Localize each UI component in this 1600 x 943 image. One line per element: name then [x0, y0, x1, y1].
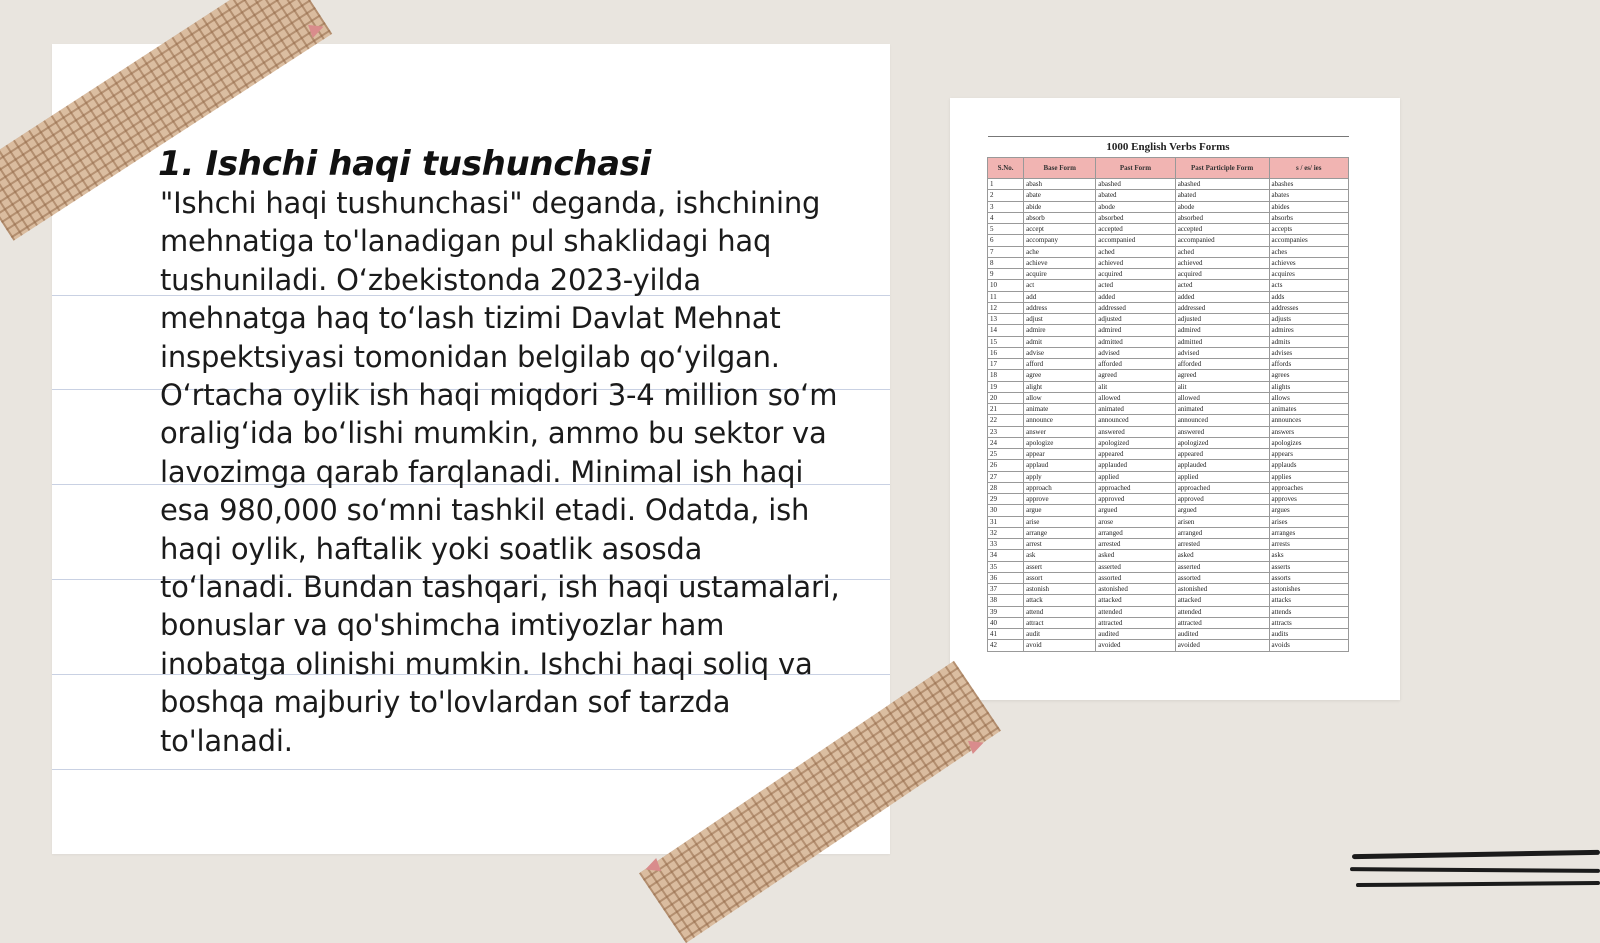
verbs-table-image: [950, 98, 1400, 700]
verbs-table-cell: agreed: [1175, 370, 1269, 381]
verbs-table: [987, 136, 1349, 652]
verbs-table-cell: 28: [988, 482, 1024, 493]
verbs-table-cell: aches: [1269, 246, 1348, 257]
verbs-table-cell: audit: [1024, 629, 1096, 640]
verbs-table-row: [988, 336, 1349, 347]
verbs-table-row: [988, 460, 1349, 471]
verbs-table-row: [988, 426, 1349, 437]
verbs-table-cell: 35: [988, 561, 1024, 572]
verbs-table-cell: animated: [1175, 404, 1269, 415]
verbs-table-cell: allow: [1024, 392, 1096, 403]
verbs-table-cell: arrested: [1096, 539, 1175, 550]
verbs-table-cell: argues: [1269, 505, 1348, 516]
verbs-table-cell: arisen: [1175, 516, 1269, 527]
verbs-table-cell: 39: [988, 606, 1024, 617]
verbs-table-row: [988, 246, 1349, 257]
verbs-table-cell: astonish: [1024, 584, 1096, 595]
verbs-table-cell: abate: [1024, 190, 1096, 201]
verbs-table-row: [988, 539, 1349, 550]
slide-body-text: "Ishchi haqi tushunchasi" deganda, ishchining mehnatiga to'lanadigan pul shaklidagi haq tushuniladi. O‘zbekistonda 2023-yilda mehnatga haq to‘lash tizimi Davlat Mehnat inspektsiyasi tomonidan belgilab qo‘yilgan. O‘rtacha oylik ish haqi miqdori 3-4 million so‘m oralig‘ida bo‘lishi mumkin, ammo bu sektor va lavozimga qarab farqlanadi. Minimal ish haqi esa 980,000 so‘mni tashkil etadi. Odatda, ish haqi oylik, haftalik yoki soatlik asosda to‘lanadi. Bundan tashqari, ish haqi ustamalari, bonuslar va qo'shimcha imtiyozlar ham inobatga olinishi mumkin. Ishchi haqi soliq va boshqa majburiy to'lovlardan sof tarzda to'lanadi.: [160, 186, 840, 758]
verbs-table-cell: assorted: [1175, 572, 1269, 583]
verbs-table-cell: allowed: [1096, 392, 1175, 403]
verbs-table-cell: applauded: [1175, 460, 1269, 471]
verbs-table-cell: 18: [988, 370, 1024, 381]
verbs-table-row: [988, 201, 1349, 212]
verbs-table-cell: 4: [988, 212, 1024, 223]
verbs-table-cell: alit: [1175, 381, 1269, 392]
verbs-table-cell: 20: [988, 392, 1024, 403]
verbs-table-cell: adjust: [1024, 314, 1096, 325]
verbs-table-cell: assorted: [1096, 572, 1175, 583]
verbs-table-row: [988, 606, 1349, 617]
verbs-table-row: [988, 314, 1349, 325]
verbs-table-cell: 3: [988, 201, 1024, 212]
verbs-table-cell: argue: [1024, 505, 1096, 516]
verbs-table-cell: 42: [988, 640, 1024, 651]
verbs-table-cell: affords: [1269, 359, 1348, 370]
paper-rule-line: [52, 769, 890, 770]
verbs-table-cell: accompany: [1024, 235, 1096, 246]
verbs-table-cell: audits: [1269, 629, 1348, 640]
verbs-table-row: [988, 235, 1349, 246]
verbs-table-cell: approach: [1024, 482, 1096, 493]
verbs-table-cell: admires: [1269, 325, 1348, 336]
verbs-table-cell: accompanies: [1269, 235, 1348, 246]
verbs-table-cell: announced: [1096, 415, 1175, 426]
verbs-table-cell: avoids: [1269, 640, 1348, 651]
verbs-table-row: [988, 415, 1349, 426]
slide-title: 1. Ishchi haqi tushunchasi: [158, 144, 652, 184]
verbs-table-cell: appear: [1024, 449, 1096, 460]
verbs-table-cell: 26: [988, 460, 1024, 471]
verbs-table-cell: assort: [1024, 572, 1096, 583]
verbs-table-row: [988, 640, 1349, 651]
verbs-table-cell: asserts: [1269, 561, 1348, 572]
verbs-table-row: [988, 302, 1349, 313]
verbs-table-cell: audited: [1096, 629, 1175, 640]
verbs-table-cell: attack: [1024, 595, 1096, 606]
verbs-table-cell: approved: [1096, 494, 1175, 505]
verbs-table-cell: answered: [1175, 426, 1269, 437]
verbs-table-cell: applaud: [1024, 460, 1096, 471]
verbs-table-cell: applauded: [1096, 460, 1175, 471]
verbs-table-cell: arrest: [1024, 539, 1096, 550]
verbs-table-cell: 15: [988, 336, 1024, 347]
brush-stroke-decoration: [1352, 850, 1600, 859]
verbs-table-cell: arrests: [1269, 539, 1348, 550]
verbs-table-cell: attacked: [1175, 595, 1269, 606]
verbs-table-cell: arrested: [1175, 539, 1269, 550]
verbs-table-cell: absorbed: [1175, 212, 1269, 223]
verbs-table-cell: announced: [1175, 415, 1269, 426]
verbs-table-cell: abates: [1269, 190, 1348, 201]
verbs-table-cell: 21: [988, 404, 1024, 415]
verbs-table-cell: afforded: [1175, 359, 1269, 370]
verbs-table-cell: animates: [1269, 404, 1348, 415]
verbs-table-cell: achieved: [1096, 257, 1175, 268]
verbs-table-cell: avoided: [1096, 640, 1175, 651]
verbs-table-cell: afforded: [1096, 359, 1175, 370]
verbs-table-row: [988, 392, 1349, 403]
verbs-table-cell: abashes: [1269, 179, 1348, 190]
verbs-table-cell: assert: [1024, 561, 1096, 572]
verbs-table-cell: achieves: [1269, 257, 1348, 268]
verbs-table-cell: abides: [1269, 201, 1348, 212]
verbs-table-cell: arranged: [1175, 527, 1269, 538]
verbs-table-cell: apply: [1024, 471, 1096, 482]
verbs-table-cell: addressed: [1096, 302, 1175, 313]
verbs-table-row: [988, 347, 1349, 358]
verbs-table-cell: astonished: [1175, 584, 1269, 595]
verbs-table-row: [988, 359, 1349, 370]
verbs-table-row: [988, 572, 1349, 583]
verbs-table-cell: adjusted: [1096, 314, 1175, 325]
verbs-table-cell: 5: [988, 224, 1024, 235]
text-card: [52, 44, 890, 854]
verbs-table-cell: asked: [1096, 550, 1175, 561]
verbs-table-cell: apologizes: [1269, 437, 1348, 448]
verbs-table-row: [988, 280, 1349, 291]
verbs-table-cell: allows: [1269, 392, 1348, 403]
verbs-table-row: [988, 325, 1349, 336]
verbs-table-cell: asks: [1269, 550, 1348, 561]
verbs-table-cell: apologized: [1096, 437, 1175, 448]
verbs-table-cell: 37: [988, 584, 1024, 595]
verbs-table-cell: abide: [1024, 201, 1096, 212]
verbs-table-cell: adjusts: [1269, 314, 1348, 325]
verbs-table-cell: attended: [1175, 606, 1269, 617]
verbs-table-cell: ached: [1175, 246, 1269, 257]
verbs-table-cell: attract: [1024, 617, 1096, 628]
verbs-table-cell: argued: [1175, 505, 1269, 516]
verbs-table-cell: advise: [1024, 347, 1096, 358]
verbs-table-cell: acquired: [1096, 269, 1175, 280]
verbs-table-cell: attracted: [1096, 617, 1175, 628]
verbs-table-cell: appears: [1269, 449, 1348, 460]
verbs-table-cell: 13: [988, 314, 1024, 325]
verbs-table-cell: abated: [1175, 190, 1269, 201]
verbs-table-cell: accepts: [1269, 224, 1348, 235]
verbs-table-cell: announce: [1024, 415, 1096, 426]
verbs-table-row: [988, 595, 1349, 606]
verbs-table-cell: approves: [1269, 494, 1348, 505]
verbs-table-cell: 29: [988, 494, 1024, 505]
verbs-table-cell: advised: [1175, 347, 1269, 358]
verbs-table-cell: attacks: [1269, 595, 1348, 606]
verbs-table-row: [988, 561, 1349, 572]
verbs-table-row: [988, 179, 1349, 190]
verbs-table-cell: act: [1024, 280, 1096, 291]
verbs-table-cell: agrees: [1269, 370, 1348, 381]
verbs-table-body: [988, 179, 1349, 652]
verbs-table-cell: alight: [1024, 381, 1096, 392]
verbs-table-cell: 8: [988, 257, 1024, 268]
verbs-table-cell: argued: [1096, 505, 1175, 516]
verbs-table-cell: 22: [988, 415, 1024, 426]
verbs-table-cell: assorts: [1269, 572, 1348, 583]
verbs-table-cell: arranges: [1269, 527, 1348, 538]
verbs-table-cell: accompanied: [1175, 235, 1269, 246]
verbs-table-row: [988, 449, 1349, 460]
verbs-table-cell: alit: [1096, 381, 1175, 392]
verbs-table-cell: animate: [1024, 404, 1096, 415]
verbs-table-cell: applied: [1175, 471, 1269, 482]
verbs-table-cell: 25: [988, 449, 1024, 460]
verbs-table-cell: asserted: [1175, 561, 1269, 572]
verbs-table-header-row: [988, 158, 1349, 179]
verbs-table-cell: attacked: [1096, 595, 1175, 606]
verbs-table-row: [988, 381, 1349, 392]
verbs-table-cell: arose: [1096, 516, 1175, 527]
verbs-table-cell: animated: [1096, 404, 1175, 415]
verbs-table-cell: astonished: [1096, 584, 1175, 595]
verbs-table-cell: add: [1024, 291, 1096, 302]
verbs-table-cell: abode: [1175, 201, 1269, 212]
verbs-table-cell: applies: [1269, 471, 1348, 482]
verbs-table-cell: abashed: [1096, 179, 1175, 190]
verbs-table-header-cell: Past Participle Form: [1175, 158, 1269, 179]
verbs-table-cell: asked: [1175, 550, 1269, 561]
verbs-table-header-cell: Past Form: [1096, 158, 1175, 179]
verbs-table-cell: astonishes: [1269, 584, 1348, 595]
verbs-table-cell: audited: [1175, 629, 1269, 640]
verbs-table-row: [988, 190, 1349, 201]
verbs-table-header-cell: S.No.: [988, 158, 1024, 179]
brush-stroke-decoration: [1356, 881, 1600, 887]
verbs-table-row: [988, 291, 1349, 302]
verbs-table-cell: addresses: [1269, 302, 1348, 313]
verbs-table-cell: answered: [1096, 426, 1175, 437]
verbs-table-row: [988, 584, 1349, 595]
verbs-table-cell: added: [1175, 291, 1269, 302]
verbs-table-cell: answer: [1024, 426, 1096, 437]
verbs-table-cell: apologized: [1175, 437, 1269, 448]
verbs-table-cell: avoided: [1175, 640, 1269, 651]
verbs-table-cell: 36: [988, 572, 1024, 583]
verbs-table-cell: addressed: [1175, 302, 1269, 313]
verbs-table-cell: acquires: [1269, 269, 1348, 280]
verbs-table-cell: admit: [1024, 336, 1096, 347]
verbs-table-cell: attends: [1269, 606, 1348, 617]
verbs-table-cell: advised: [1096, 347, 1175, 358]
verbs-table-cell: alights: [1269, 381, 1348, 392]
verbs-table-cell: 10: [988, 280, 1024, 291]
verbs-table-cell: announces: [1269, 415, 1348, 426]
verbs-table-cell: 9: [988, 269, 1024, 280]
verbs-table-row: [988, 224, 1349, 235]
verbs-table-cell: 11: [988, 291, 1024, 302]
verbs-table-row: [988, 257, 1349, 268]
verbs-table-header-cell: Base Form: [1024, 158, 1096, 179]
verbs-table-cell: appeared: [1175, 449, 1269, 460]
verbs-table-cell: approve: [1024, 494, 1096, 505]
verbs-table-cell: approved: [1175, 494, 1269, 505]
verbs-table-cell: 23: [988, 426, 1024, 437]
verbs-table-cell: admits: [1269, 336, 1348, 347]
verbs-table-cell: 32: [988, 527, 1024, 538]
brush-stroke-decoration: [1350, 867, 1600, 873]
verbs-table-row: [988, 527, 1349, 538]
verbs-table-cell: allowed: [1175, 392, 1269, 403]
verbs-table-cell: 41: [988, 629, 1024, 640]
verbs-table-row: [988, 212, 1349, 223]
verbs-table-row: [988, 404, 1349, 415]
verbs-table-cell: 14: [988, 325, 1024, 336]
verbs-table-row: [988, 629, 1349, 640]
verbs-table-cell: applauds: [1269, 460, 1348, 471]
verbs-table-cell: 16: [988, 347, 1024, 358]
verbs-table-cell: achieve: [1024, 257, 1096, 268]
verbs-table-cell: abode: [1096, 201, 1175, 212]
verbs-table-cell: ached: [1096, 246, 1175, 257]
verbs-table-cell: 31: [988, 516, 1024, 527]
verbs-table-cell: 6: [988, 235, 1024, 246]
verbs-table-cell: admitted: [1175, 336, 1269, 347]
verbs-table-cell: absorb: [1024, 212, 1096, 223]
verbs-table-cell: apologize: [1024, 437, 1096, 448]
verbs-table-row: [988, 516, 1349, 527]
verbs-table-cell: address: [1024, 302, 1096, 313]
verbs-table-cell: 33: [988, 539, 1024, 550]
verbs-table-cell: acted: [1096, 280, 1175, 291]
verbs-table-row: [988, 482, 1349, 493]
verbs-table-cell: added: [1096, 291, 1175, 302]
verbs-table-cell: abated: [1096, 190, 1175, 201]
verbs-table-cell: afford: [1024, 359, 1096, 370]
verbs-table-row: [988, 471, 1349, 482]
verbs-table-cell: absorbed: [1096, 212, 1175, 223]
verbs-table-row: [988, 505, 1349, 516]
verbs-table-cell: admire: [1024, 325, 1096, 336]
verbs-table-cell: acted: [1175, 280, 1269, 291]
verbs-table-cell: accepted: [1175, 224, 1269, 235]
verbs-table-cell: advises: [1269, 347, 1348, 358]
verbs-table-cell: absorbs: [1269, 212, 1348, 223]
verbs-table-cell: achieved: [1175, 257, 1269, 268]
verbs-table-cell: attracted: [1175, 617, 1269, 628]
verbs-table-cell: agreed: [1096, 370, 1175, 381]
verbs-table-cell: adds: [1269, 291, 1348, 302]
verbs-table-row: [988, 617, 1349, 628]
verbs-table-cell: approaches: [1269, 482, 1348, 493]
verbs-table-cell: 40: [988, 617, 1024, 628]
verbs-table-cell: 27: [988, 471, 1024, 482]
verbs-table-cell: attracts: [1269, 617, 1348, 628]
verbs-table-cell: admired: [1175, 325, 1269, 336]
verbs-table-row: [988, 437, 1349, 448]
verbs-table-cell: 24: [988, 437, 1024, 448]
verbs-table-cell: 19: [988, 381, 1024, 392]
verbs-table-cell: acquire: [1024, 269, 1096, 280]
verbs-table-cell: approached: [1096, 482, 1175, 493]
verbs-table-cell: 12: [988, 302, 1024, 313]
verbs-table-row: [988, 269, 1349, 280]
verbs-table-cell: accompanied: [1096, 235, 1175, 246]
verbs-table-cell: 1: [988, 179, 1024, 190]
verbs-table-row: [988, 494, 1349, 505]
verbs-table-cell: ask: [1024, 550, 1096, 561]
verbs-table-cell: 7: [988, 246, 1024, 257]
verbs-table-cell: attend: [1024, 606, 1096, 617]
verbs-table-wrapper: [987, 136, 1349, 652]
verbs-table-cell: arise: [1024, 516, 1096, 527]
verbs-table-cell: adjusted: [1175, 314, 1269, 325]
verbs-table-cell: ache: [1024, 246, 1096, 257]
verbs-table-cell: arranged: [1096, 527, 1175, 538]
verbs-table-cell: asserted: [1096, 561, 1175, 572]
verbs-table-cell: 17: [988, 359, 1024, 370]
verbs-table-cell: 30: [988, 505, 1024, 516]
verbs-table-cell: 2: [988, 190, 1024, 201]
verbs-table-cell: applied: [1096, 471, 1175, 482]
verbs-table-cell: admitted: [1096, 336, 1175, 347]
verbs-table-cell: acquired: [1175, 269, 1269, 280]
verbs-table-cell: appeared: [1096, 449, 1175, 460]
verbs-table-cell: avoid: [1024, 640, 1096, 651]
verbs-table-cell: approached: [1175, 482, 1269, 493]
verbs-table-cell: accept: [1024, 224, 1096, 235]
verbs-table-cell: abash: [1024, 179, 1096, 190]
verbs-table-cell: accepted: [1096, 224, 1175, 235]
verbs-table-row: [988, 370, 1349, 381]
verbs-table-cell: acts: [1269, 280, 1348, 291]
verbs-table-row: [988, 550, 1349, 561]
verbs-table-cell: admired: [1096, 325, 1175, 336]
verbs-table-cell: agree: [1024, 370, 1096, 381]
verbs-table-cell: 38: [988, 595, 1024, 606]
verbs-table-header-cell: s / es/ ies: [1269, 158, 1348, 179]
verbs-table-cell: answers: [1269, 426, 1348, 437]
verbs-table-cell: abashed: [1175, 179, 1269, 190]
verbs-table-cell: arises: [1269, 516, 1348, 527]
verbs-table-cell: 34: [988, 550, 1024, 561]
verbs-table-cell: arrange: [1024, 527, 1096, 538]
verbs-table-title: 1000 English Verbs Forms: [988, 137, 1349, 158]
verbs-table-cell: attended: [1096, 606, 1175, 617]
